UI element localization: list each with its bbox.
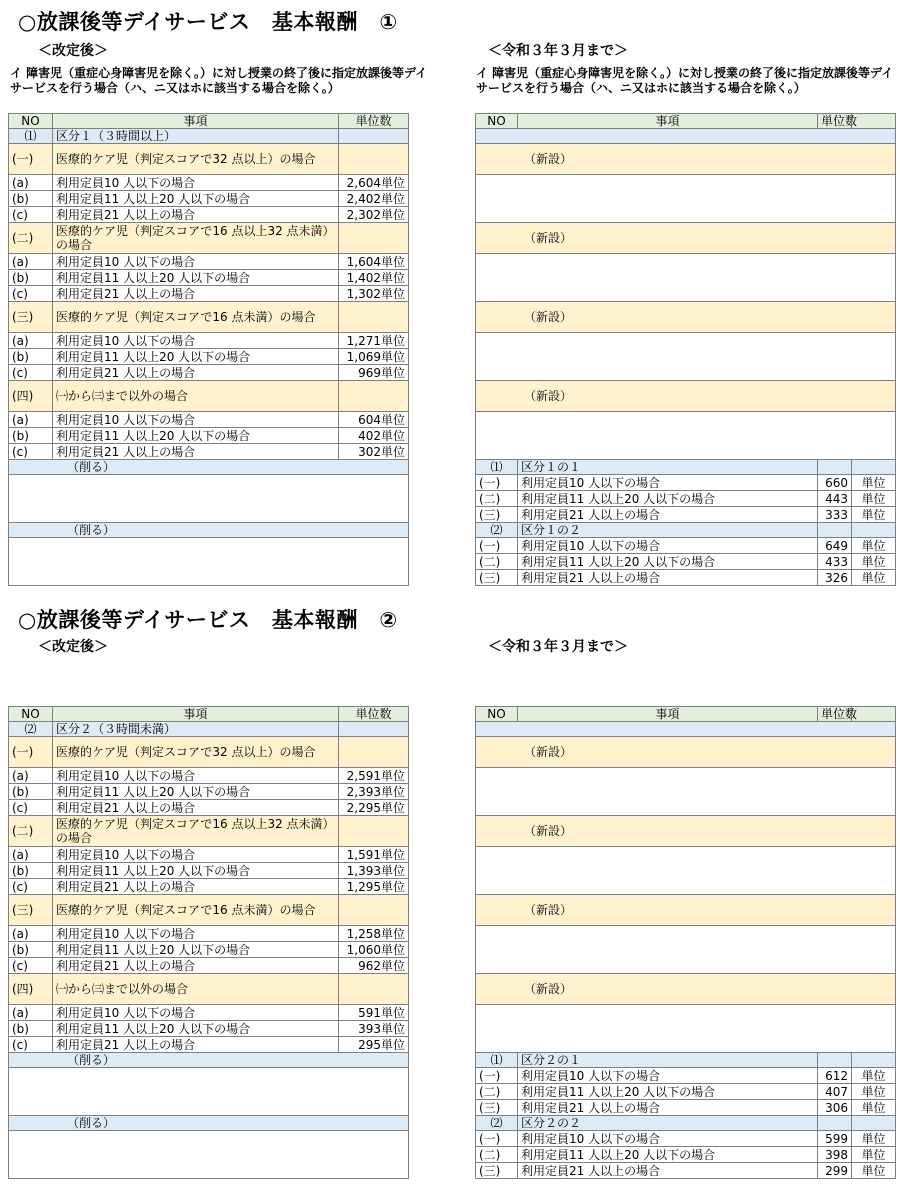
- header-units: 単位数: [339, 707, 409, 722]
- group-row: [9, 737, 409, 768]
- row-units: 333: [818, 507, 852, 523]
- row-units: 599: [818, 1131, 852, 1147]
- blank-row: [9, 475, 409, 523]
- row-item: 利用定員10 人以下の場合: [518, 475, 818, 491]
- row-units: 433: [818, 554, 852, 570]
- row-item: （新設）: [476, 302, 896, 333]
- table-row: [9, 191, 409, 207]
- row-item: 利用定員10 人以下の場合: [53, 1005, 339, 1021]
- row-unit-label: 単位: [852, 570, 896, 586]
- row-no: (二): [476, 554, 518, 570]
- row-item: 利用定員10 人以下の場合: [53, 254, 339, 270]
- row-unit-label: 単位: [852, 538, 896, 554]
- row-no: (c): [9, 879, 53, 895]
- table-row: [9, 175, 409, 191]
- group-row: [476, 144, 896, 175]
- row-item: 利用定員10 人以下の場合: [53, 175, 339, 191]
- table-row: [9, 365, 409, 381]
- blank-row: [476, 847, 896, 895]
- row-units: 604単位: [339, 412, 409, 428]
- group-row: [9, 895, 409, 926]
- row-no: (b): [9, 784, 53, 800]
- row-no: (a): [9, 175, 53, 191]
- blank-row: [9, 1131, 409, 1179]
- row-units: [818, 460, 852, 475]
- row-units: 1,591単位: [339, 847, 409, 863]
- row-unit-label: 単位: [852, 1084, 896, 1100]
- row-item: （削る）: [9, 1116, 409, 1131]
- row-units: 1,402単位: [339, 270, 409, 286]
- row-item: 利用定員21 人以上の場合: [518, 570, 818, 586]
- row-item: 利用定員11 人以上20 人以下の場合: [518, 491, 818, 507]
- group-row: [9, 223, 409, 254]
- row-item: 利用定員21 人以上の場合: [53, 1037, 339, 1053]
- previous-table-2: [475, 706, 896, 1179]
- blank-row: [476, 768, 896, 816]
- table-row: [9, 1037, 409, 1053]
- row-item: [476, 1005, 896, 1053]
- row-no: (四): [9, 974, 53, 1005]
- row-no: (一): [476, 1068, 518, 1084]
- row-no: (二): [476, 1147, 518, 1163]
- row-no: (c): [9, 1037, 53, 1053]
- row-units: 2,604単位: [339, 175, 409, 191]
- row-no: (c): [9, 958, 53, 974]
- row-item: （新設）: [476, 381, 896, 412]
- row-item: 利用定員10 人以下の場合: [53, 768, 339, 784]
- row-units: [818, 523, 852, 538]
- row-unit-label: 単位: [852, 491, 896, 507]
- table-row: [9, 1021, 409, 1037]
- table-row: [476, 475, 896, 491]
- row-no: ⑴: [476, 460, 518, 475]
- row-item: 利用定員10 人以下の場合: [53, 847, 339, 863]
- row-units: [339, 722, 409, 737]
- header-no: NO: [9, 707, 53, 722]
- table-row: [476, 554, 896, 570]
- blank-row: [9, 1068, 409, 1116]
- blank-row: [476, 254, 896, 302]
- row-item: 利用定員11 人以上20 人以下の場合: [53, 942, 339, 958]
- section-row: [9, 1053, 409, 1068]
- row-no: (c): [9, 365, 53, 381]
- row-item: 区分１の１: [518, 460, 818, 475]
- row-item: [476, 768, 896, 816]
- table-row: [476, 491, 896, 507]
- row-units: 398: [818, 1147, 852, 1163]
- table-row: [9, 254, 409, 270]
- group-row: [476, 223, 896, 254]
- row-item: 利用定員21 人以上の場合: [518, 1163, 818, 1179]
- row-units: 407: [818, 1084, 852, 1100]
- row-units: 1,302単位: [339, 286, 409, 302]
- table-row: [9, 879, 409, 895]
- table-row: [9, 958, 409, 974]
- row-no: (a): [9, 768, 53, 784]
- right-heading-1: ＜令和３年３月まで＞: [488, 43, 628, 59]
- row-units: 443: [818, 491, 852, 507]
- row-no: (a): [9, 847, 53, 863]
- row-unit-label: [852, 1116, 896, 1131]
- blank-row: [476, 175, 896, 223]
- row-item: 利用定員10 人以下の場合: [53, 926, 339, 942]
- table-row: [476, 570, 896, 586]
- group-row: [9, 302, 409, 333]
- row-no: (一): [476, 475, 518, 491]
- row-unit-label: 単位: [852, 507, 896, 523]
- section-row: [9, 523, 409, 538]
- row-no: ⑴: [476, 1053, 518, 1068]
- row-unit-label: [852, 523, 896, 538]
- row-unit-label: 単位: [852, 475, 896, 491]
- row-item: 利用定員11 人以上20 人以下の場合: [53, 191, 339, 207]
- row-no: (a): [9, 1005, 53, 1021]
- row-item: [476, 412, 896, 460]
- group-row: [9, 816, 409, 847]
- revised-table-2: [8, 706, 409, 1179]
- row-unit-label: 単位: [852, 1163, 896, 1179]
- revised-table-1: [8, 113, 409, 586]
- group-row: [476, 381, 896, 412]
- row-item: 医療的ケア児（判定スコアで32 点以上）の場合: [53, 144, 339, 175]
- row-item: 利用定員11 人以上20 人以下の場合: [53, 349, 339, 365]
- row-item: 利用定員21 人以上の場合: [518, 507, 818, 523]
- table-row: [9, 349, 409, 365]
- row-no: (三): [9, 895, 53, 926]
- table-row: [9, 270, 409, 286]
- row-no: (三): [476, 1100, 518, 1116]
- row-no: (a): [9, 412, 53, 428]
- row-unit-label: [852, 460, 896, 475]
- left-heading-1: ＜改定後＞: [38, 43, 108, 59]
- row-units: 302単位: [339, 444, 409, 460]
- left-intro-1: イ 障害児（重症心身障害児を除く。）に対し授業の終了後に指定放課後等デイサービスを行う場合（ハ、ニ又はホに該当する場合を除く。）: [10, 66, 428, 95]
- previous-table-1: [475, 113, 896, 586]
- row-units: [818, 1053, 852, 1068]
- row-no: (一): [9, 144, 53, 175]
- row-item: （新設）: [476, 816, 896, 847]
- row-no: (四): [9, 381, 53, 412]
- row-no: (二): [9, 223, 53, 254]
- row-no: (二): [476, 1084, 518, 1100]
- row-item: 区分１（３時間以上）: [53, 129, 339, 144]
- table-header: [476, 707, 896, 722]
- group-row: [476, 974, 896, 1005]
- row-no: (一): [476, 1131, 518, 1147]
- group-row: [476, 737, 896, 768]
- row-units: [339, 381, 409, 412]
- section-row: [476, 1116, 896, 1131]
- row-item: 利用定員21 人以上の場合: [53, 286, 339, 302]
- row-no: (b): [9, 349, 53, 365]
- row-item: 利用定員11 人以上20 人以下の場合: [518, 1147, 818, 1163]
- row-item: 利用定員11 人以上20 人以下の場合: [518, 1084, 818, 1100]
- table-row: [476, 538, 896, 554]
- table-row: [9, 768, 409, 784]
- row-item: 利用定員10 人以下の場合: [518, 1131, 818, 1147]
- table-row: [9, 926, 409, 942]
- row-no: (c): [9, 286, 53, 302]
- row-unit-label: 単位: [852, 1147, 896, 1163]
- blank-row: [9, 538, 409, 586]
- row-no: ⑵: [9, 722, 53, 737]
- row-units: 295単位: [339, 1037, 409, 1053]
- row-item: （新設）: [476, 144, 896, 175]
- table-row: [9, 800, 409, 816]
- row-units: 1,271単位: [339, 333, 409, 349]
- row-units: 2,402単位: [339, 191, 409, 207]
- table-row: [9, 784, 409, 800]
- header-item: 事項: [53, 707, 339, 722]
- row-no: (三): [476, 507, 518, 523]
- row-item: （新設）: [476, 737, 896, 768]
- blank-row: [476, 412, 896, 460]
- row-units: [818, 1116, 852, 1131]
- table-row: [9, 444, 409, 460]
- row-units: 612: [818, 1068, 852, 1084]
- row-units: [339, 895, 409, 926]
- row-unit-label: 単位: [852, 1100, 896, 1116]
- row-units: 2,295単位: [339, 800, 409, 816]
- section-row: [9, 460, 409, 475]
- row-no: (三): [9, 302, 53, 333]
- row-units: 2,393単位: [339, 784, 409, 800]
- table-header: [9, 114, 409, 129]
- table-row: [476, 1147, 896, 1163]
- header-units: 単位数: [818, 114, 852, 129]
- row-units: 393単位: [339, 1021, 409, 1037]
- row-item: 区分２（３時間未満）: [53, 722, 339, 737]
- blank-row: [476, 333, 896, 381]
- section-row: [9, 129, 409, 144]
- group-row: [9, 974, 409, 1005]
- row-no: (c): [9, 207, 53, 223]
- header-item: 事項: [53, 114, 339, 129]
- row-no: (三): [476, 570, 518, 586]
- header-item: 事項: [518, 114, 818, 129]
- row-item: 利用定員21 人以上の場合: [518, 1100, 818, 1116]
- row-units: 306: [818, 1100, 852, 1116]
- row-item: 利用定員21 人以上の場合: [53, 879, 339, 895]
- row-item: 利用定員21 人以上の場合: [53, 207, 339, 223]
- table-row: [9, 1005, 409, 1021]
- row-item: （新設）: [476, 895, 896, 926]
- row-no: (c): [9, 444, 53, 460]
- table-row: [9, 207, 409, 223]
- row-no: (a): [9, 254, 53, 270]
- section-row: [476, 523, 896, 538]
- row-units: 969単位: [339, 365, 409, 381]
- group-row: [9, 144, 409, 175]
- row-unit-label: 単位: [852, 1131, 896, 1147]
- row-no: (b): [9, 191, 53, 207]
- section-row: [476, 129, 896, 144]
- row-units: [339, 737, 409, 768]
- section-row: [9, 722, 409, 737]
- row-item: 利用定員10 人以下の場合: [53, 333, 339, 349]
- row-item: 医療的ケア児（判定スコアで32 点以上）の場合: [53, 737, 339, 768]
- row-item: 利用定員11 人以上20 人以下の場合: [518, 554, 818, 570]
- row-item: 区分２の２: [518, 1116, 818, 1131]
- table-row: [476, 1068, 896, 1084]
- group-row: [9, 381, 409, 412]
- section-row: [476, 722, 896, 737]
- row-no: (一): [476, 538, 518, 554]
- row-item: 利用定員10 人以下の場合: [518, 1068, 818, 1084]
- row-item: （新設）: [476, 223, 896, 254]
- row-no: (b): [9, 942, 53, 958]
- row-units: [339, 302, 409, 333]
- row-item: 利用定員11 人以上20 人以下の場合: [53, 863, 339, 879]
- row-no: (b): [9, 270, 53, 286]
- page-title-1: ○放課後等デイサービス 基本報酬 ①: [18, 10, 398, 34]
- row-units: 1,060単位: [339, 942, 409, 958]
- row-units: 591単位: [339, 1005, 409, 1021]
- row-item: ㈠から㈢まで以外の場合: [53, 974, 339, 1005]
- row-units: 1,604単位: [339, 254, 409, 270]
- row-no: (b): [9, 428, 53, 444]
- row-no: (b): [9, 1021, 53, 1037]
- row-units: [339, 144, 409, 175]
- row-item: [476, 333, 896, 381]
- table-row: [476, 1131, 896, 1147]
- table-row: [9, 863, 409, 879]
- row-item: 医療的ケア児（判定スコアで16 点未満）の場合: [53, 895, 339, 926]
- row-item: 利用定員10 人以下の場合: [53, 412, 339, 428]
- row-item: 利用定員21 人以上の場合: [53, 800, 339, 816]
- group-row: [476, 302, 896, 333]
- row-item: （新設）: [476, 974, 896, 1005]
- row-no: (a): [9, 926, 53, 942]
- table-row: [9, 286, 409, 302]
- row-units: 326: [818, 570, 852, 586]
- section-row: [9, 1116, 409, 1131]
- section-row: [476, 460, 896, 475]
- row-no: (三): [476, 1163, 518, 1179]
- row-item: ㈠から㈢まで以外の場合: [53, 381, 339, 412]
- row-item: 区分２の１: [518, 1053, 818, 1068]
- row-item: 区分１の２: [518, 523, 818, 538]
- table-row: [9, 412, 409, 428]
- row-item: （削る）: [9, 460, 409, 475]
- blank-row: [476, 1005, 896, 1053]
- section-row: [476, 1053, 896, 1068]
- row-item: [476, 254, 896, 302]
- row-units: 962単位: [339, 958, 409, 974]
- row-item: 利用定員11 人以上20 人以下の場合: [53, 428, 339, 444]
- row-units: [339, 129, 409, 144]
- right-intro-1: イ 障害児（重症心身障害児を除く。）に対し授業の終了後に指定放課後等デイサービスを行う場合（ハ、ニ又はホに該当する場合を除く。）: [476, 66, 894, 95]
- blank-row: [476, 926, 896, 974]
- page-title-2: ○放課後等デイサービス 基本報酬 ②: [18, 608, 398, 632]
- row-no: (c): [9, 800, 53, 816]
- row-unit-label: 単位: [852, 1068, 896, 1084]
- table-row: [476, 507, 896, 523]
- row-item: 利用定員21 人以上の場合: [53, 444, 339, 460]
- row-item: [476, 175, 896, 223]
- row-units: 1,069単位: [339, 349, 409, 365]
- row-item: （削る）: [9, 523, 409, 538]
- table-header: [9, 707, 409, 722]
- row-unit-label: [852, 1053, 896, 1068]
- left-heading-2: ＜改定後＞: [38, 639, 108, 655]
- row-units: 2,302単位: [339, 207, 409, 223]
- row-units: 1,295単位: [339, 879, 409, 895]
- row-units: 1,258単位: [339, 926, 409, 942]
- row-units: 2,591単位: [339, 768, 409, 784]
- row-unit-label: 単位: [852, 554, 896, 570]
- table-row: [9, 942, 409, 958]
- row-no: ⑵: [476, 1116, 518, 1131]
- group-row: [476, 895, 896, 926]
- row-item: 利用定員11 人以上20 人以下の場合: [53, 270, 339, 286]
- row-no: (a): [9, 333, 53, 349]
- row-item: 利用定員11 人以上20 人以下の場合: [53, 1021, 339, 1037]
- header-no: NO: [9, 114, 53, 129]
- header-units: 単位数: [818, 707, 852, 722]
- header-no: NO: [476, 707, 518, 722]
- row-item: [476, 847, 896, 895]
- header-no: NO: [476, 114, 518, 129]
- row-units: [339, 974, 409, 1005]
- row-no: (二): [476, 491, 518, 507]
- row-units: [339, 816, 409, 847]
- row-units: 649: [818, 538, 852, 554]
- row-item: 医療的ケア児（判定スコアで16 点以上32 点未満）の場合: [53, 223, 339, 254]
- table-row: [476, 1084, 896, 1100]
- row-item: 利用定員21 人以上の場合: [53, 958, 339, 974]
- row-units: 402単位: [339, 428, 409, 444]
- row-item: 医療的ケア児（判定スコアで16 点未満）の場合: [53, 302, 339, 333]
- row-item: （削る）: [9, 1053, 409, 1068]
- row-no: (b): [9, 863, 53, 879]
- table-row: [9, 428, 409, 444]
- row-no: (一): [9, 737, 53, 768]
- row-no: ⑵: [476, 523, 518, 538]
- table-row: [9, 847, 409, 863]
- table-row: [476, 1163, 896, 1179]
- right-heading-2: ＜令和３年３月まで＞: [488, 639, 628, 655]
- table-row: [9, 333, 409, 349]
- row-units: 660: [818, 475, 852, 491]
- row-item: 利用定員11 人以上20 人以下の場合: [53, 784, 339, 800]
- header-units: 単位数: [339, 114, 409, 129]
- group-row: [476, 816, 896, 847]
- header-item: 事項: [518, 707, 818, 722]
- row-item: [476, 722, 896, 737]
- row-item: 利用定員10 人以下の場合: [518, 538, 818, 554]
- row-no: (二): [9, 816, 53, 847]
- row-units: 299: [818, 1163, 852, 1179]
- row-units: 1,393単位: [339, 863, 409, 879]
- row-item: [476, 926, 896, 974]
- row-item: 医療的ケア児（判定スコアで16 点以上32 点未満）の場合: [53, 816, 339, 847]
- row-units: [339, 223, 409, 254]
- row-item: 利用定員21 人以上の場合: [53, 365, 339, 381]
- table-header: [476, 114, 896, 129]
- row-no: ⑴: [9, 129, 53, 144]
- table-row: [476, 1100, 896, 1116]
- row-item: [476, 129, 896, 144]
